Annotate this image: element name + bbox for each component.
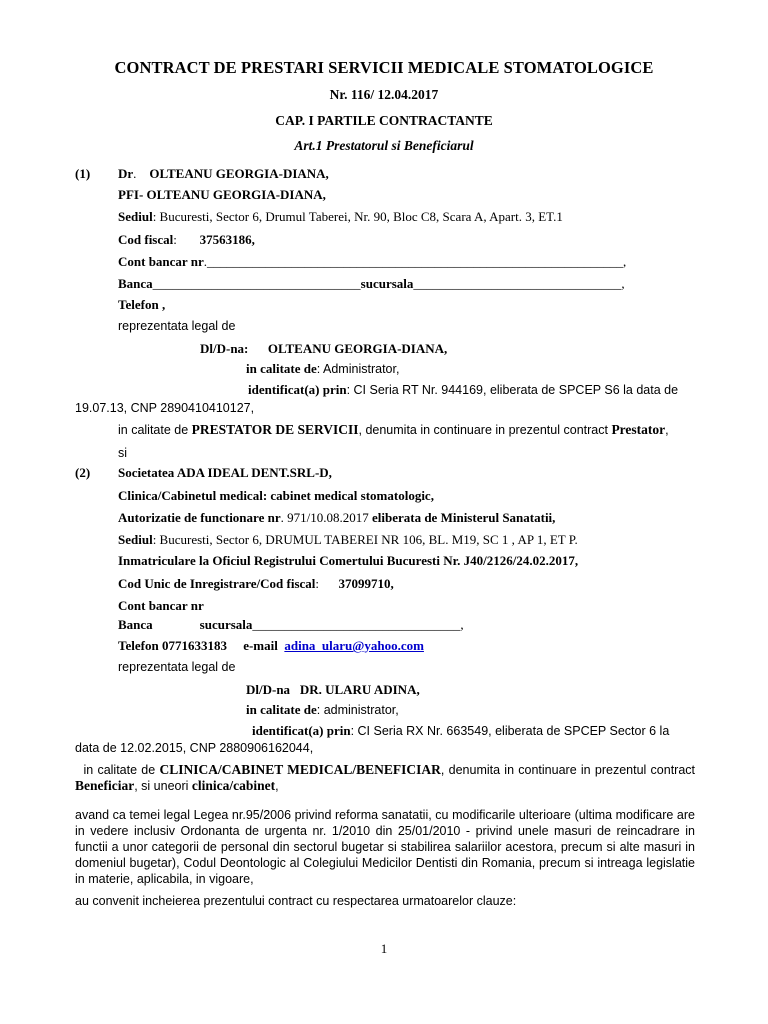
sediu-value: : Bucuresti, Sector 6, Drumul Taberei, Nr. 90, Bloc C8, Scara A, Apart. 3, ET.1 [152, 209, 563, 224]
sucursala-label: sucursala [360, 276, 414, 291]
party2-autorizatie [118, 510, 555, 526]
contract-number: Nr. 116/ 12.04.2017 [329, 87, 439, 102]
page-number: 1 [380, 941, 388, 956]
party1-cod-fiscal: Cod fiscal: 37563186, [118, 232, 255, 247]
sucursala-line: ________________________________, [252, 617, 464, 632]
calitate-label: in calitate de [246, 361, 317, 376]
banca-line: ________________________________ [152, 276, 361, 291]
party1-dl [200, 341, 447, 357]
party1-sediu [118, 209, 563, 225]
party2-marker: (2) [75, 465, 91, 480]
cont-line: .________________________________________________________________, [203, 254, 627, 269]
calitate-value: : Administrator, [316, 362, 400, 376]
party2-banca [118, 617, 464, 633]
autorizatie-label: Autorizatie de functionare nr [118, 510, 281, 525]
party1-identificat [248, 382, 678, 398]
role-end: , [275, 779, 279, 793]
role-alt: clinica/cabinet [191, 778, 276, 793]
autorizatie-tail: eliberata de Ministerul Sanatatii, [371, 510, 556, 525]
party-separator-si: si [118, 446, 128, 460]
party1-telefon: Telefon , [118, 297, 166, 312]
party2-sediu [118, 532, 578, 548]
clinica-label: Clinica/Cabinetul medical [118, 488, 263, 503]
banca-label: Banca [118, 276, 153, 291]
telefon: Telefon 0771633183 [118, 638, 227, 653]
dr-name: OLTEANU GEORGIA-DIANA, [149, 166, 329, 181]
article-heading: Art.1 Prestatorul si Beneficiarul [294, 138, 474, 153]
party1-pfi: PFI- OLTEANU GEORGIA-DIANA, [118, 187, 326, 202]
dl-label: Dl/D-na [246, 682, 291, 697]
party2-identificat [252, 723, 669, 739]
cont-label: Cont bancar nr [118, 254, 204, 269]
calitate-label: in calitate de [246, 702, 317, 717]
cui-label: Cod Unic de Inregistrare/Cod fiscal [118, 576, 316, 591]
role-prefix: in calitate de [118, 423, 189, 437]
party1-calitate [246, 361, 399, 377]
party2-societatea: Societatea ADA IDEAL DENT.SRL-D, [118, 465, 332, 480]
sediu-label: Sediul [118, 532, 153, 547]
party2-identificat-cont: data de 12.02.2015, CNP 2880906162044, [75, 741, 314, 755]
party1-role: in calitate de PRESTATOR DE SERVICII, denumita in continuare in prezentul contract Prestator, [118, 422, 669, 437]
party1-reprezentata: reprezentata legal de [118, 319, 236, 333]
chapter-heading: CAP. I PARTILE CONTRACTANTE [275, 113, 493, 128]
contract-title: CONTRACT DE PRESTARI SERVICII MEDICALE STOMATOLOGICE [114, 58, 654, 77]
party2-role [75, 762, 695, 794]
party2-cui: Cod Unic de Inregistrare/Cod fiscal: 37099710, [118, 576, 394, 591]
role-middle: , denumita in continuare in prezentul contract [358, 423, 608, 437]
identificat-label: identificat(a) prin [248, 382, 347, 397]
identificat-value: : CI Seria RT Nr. 944169, eliberata de SPCEP S6 la data de [346, 383, 679, 397]
role-short: Beneficiar [75, 778, 135, 793]
dl-name: OLTEANU GEORGIA-DIANA, [267, 341, 448, 356]
role-middle: , si uneori [134, 779, 189, 793]
party2-inmatriculare: Inmatriculare la Oficiul Registrului Comertului Bucuresti Nr. J40/2126/24.02.2017, [118, 553, 579, 568]
dr-label: Dr [118, 166, 134, 181]
role-short: Prestator [611, 422, 666, 437]
sucursala-label: sucursala [199, 617, 253, 632]
role-line2-prefix: prezentul contract [594, 763, 696, 777]
party2-clinica [118, 488, 434, 504]
email-link[interactable]: adina_ularu@yahoo.com [284, 638, 424, 653]
party2-contact [118, 638, 424, 654]
dl-name: DR. ULARU ADINA, [299, 682, 420, 697]
party1-identificat-cont: 19.07.13, CNP 2890410410127, [75, 401, 255, 415]
autorizatie-value: . 971/10.08.2017 [280, 510, 369, 525]
agreement-paragraph: au convenit incheierea prezentului contract cu respectarea urmatoarelor clauze: [75, 894, 517, 908]
cod-label: Cod fiscal [118, 232, 174, 247]
cod-value: 37563186, [199, 232, 255, 247]
role-name: CLINICA/CABINET MEDICAL/BENEFICIAR [159, 762, 441, 777]
party1-dr-line: Dr. OLTEANU GEORGIA-DIANA, [118, 166, 329, 181]
dl-label: Dl/D-na: [200, 341, 249, 356]
sucursala-line: ________________________________, [413, 276, 625, 291]
role-suffix: , denumita in continuare in [440, 763, 591, 777]
role-name: PRESTATOR DE SERVICII [191, 422, 359, 437]
party1-banca [118, 276, 625, 292]
cui-value: 37099710, [338, 576, 394, 591]
role-prefix: in calitate de [83, 763, 156, 777]
sediu-value: : Bucuresti, Sector 6, DRUMUL TABEREI NR 106, BL. M19, SC 1 , AP 1, ET P. [152, 532, 578, 547]
party2-calitate [246, 702, 399, 718]
party1-cont [118, 254, 626, 270]
email-label: e-mail [243, 638, 278, 653]
party2-dl [246, 682, 420, 698]
banca-label: Banca [118, 617, 153, 632]
party2-reprezentata: reprezentata legal de [118, 660, 236, 674]
clinica-value: : cabinet medical stomatologic, [262, 488, 434, 503]
party1-marker: (1) [75, 166, 91, 181]
identificat-label: identificat(a) prin [252, 723, 351, 738]
calitate-value: : administrator, [316, 703, 399, 717]
identificat-value: : CI Seria RX Nr. 663549, eliberata de SPCEP Sector 6 la [350, 724, 670, 738]
party2-cont: Cont bancar nr [118, 598, 204, 613]
legal-basis-paragraph: avand ca temei legal Legea nr.95/2006 privind reforma sanatatii, cu modificarile ulterioare (ultima modificare are in vedere inclusiv Ordonanta de urgenta nr. 1/2010 din 25/01/2010 - privind unele masuri de reincadrare in functii a unor categorii de personal din sectorul bugetar si stabilirea salariilor acestora, precum si alte masuri in domeniul bugetar), Codul Deontologic al Colegiului Medicilor Dentisti din Romania, precum si intreaga legislatie in materie, aplicabila, in vigoare, [75, 808, 695, 886]
sediu-label: Sediul [118, 209, 153, 224]
